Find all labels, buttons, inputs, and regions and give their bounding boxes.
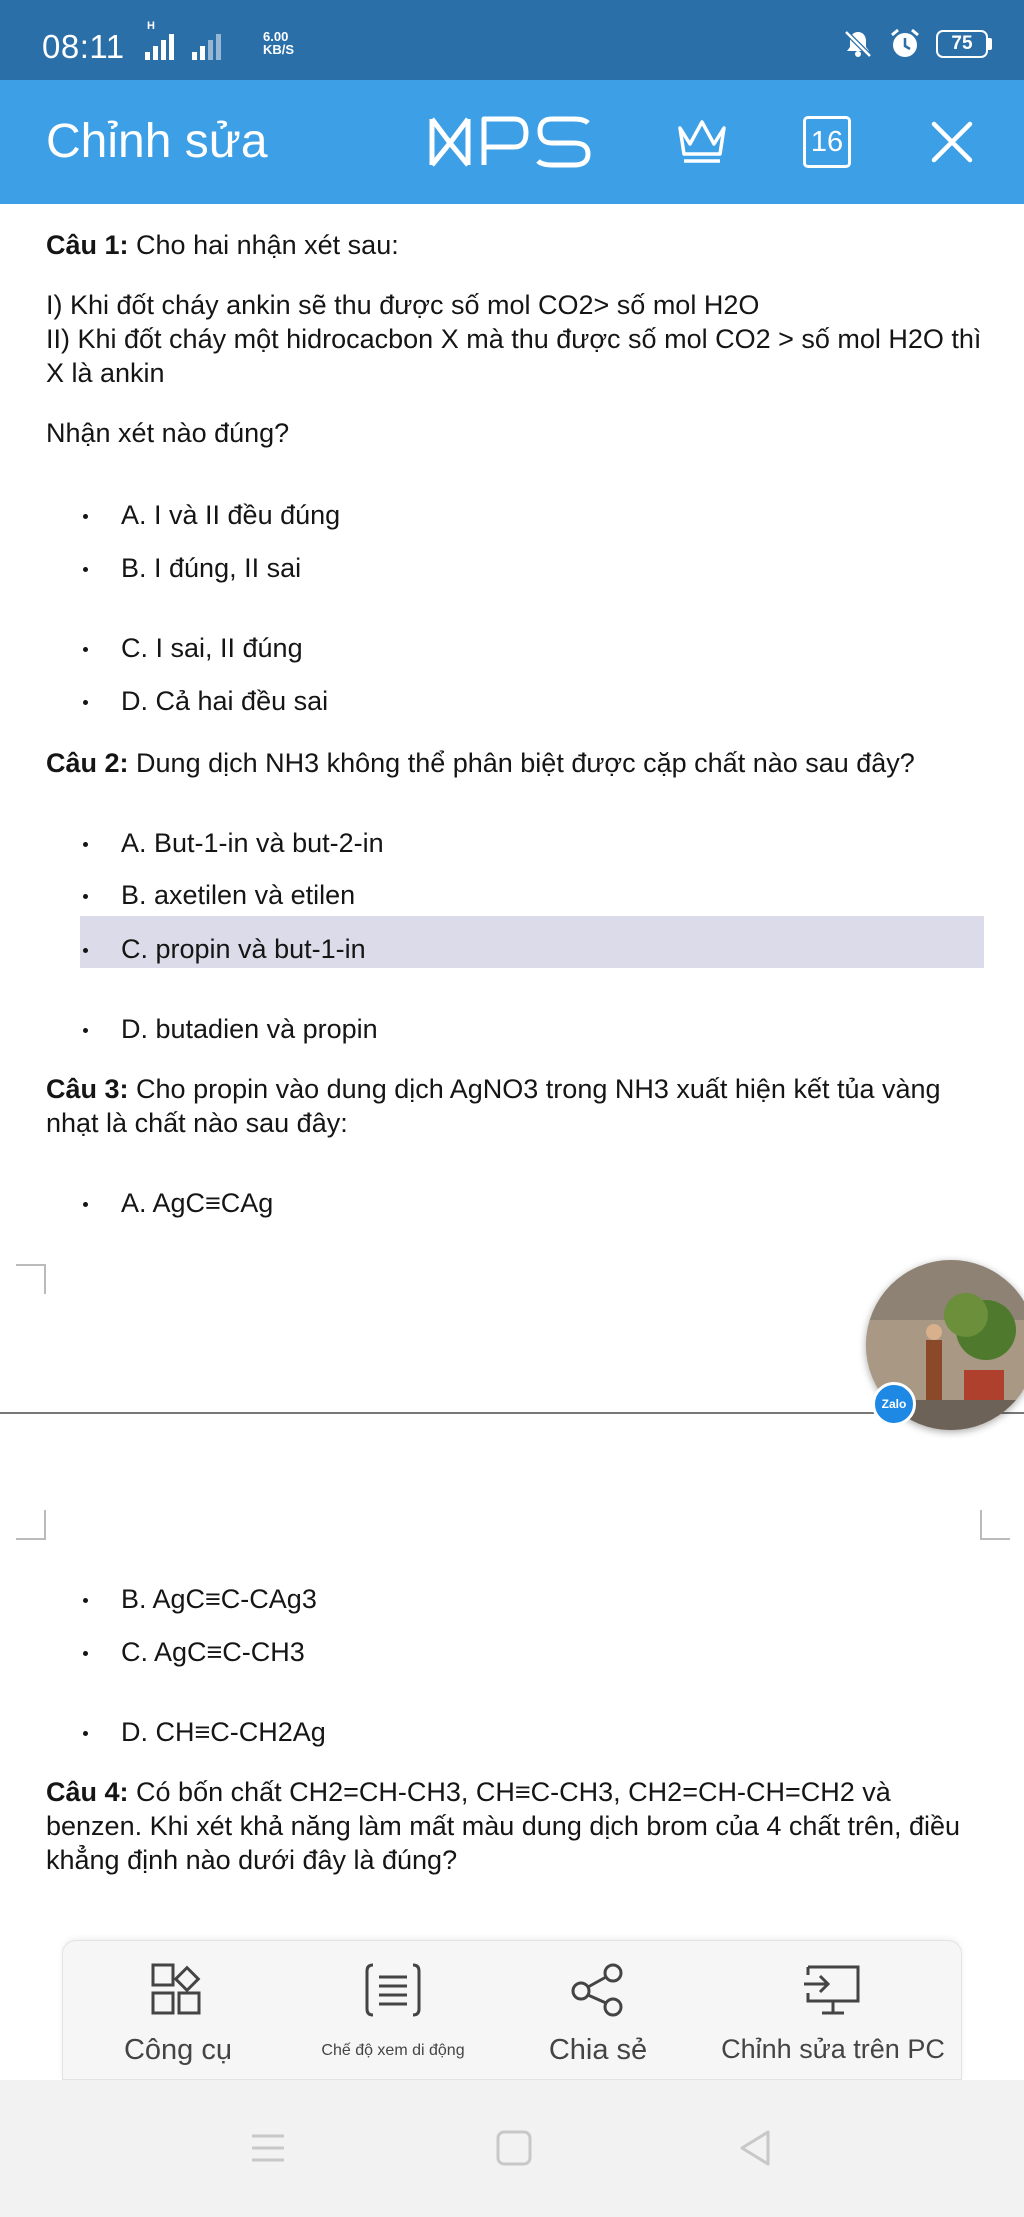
document-page bbox=[46, 1582, 986, 1877]
alarm-icon bbox=[888, 27, 922, 61]
list-item: D. butadien và propin bbox=[46, 1012, 986, 1046]
page-corner-mark bbox=[980, 1510, 1010, 1540]
page-divider bbox=[0, 1412, 1024, 1414]
app-bar bbox=[0, 80, 1024, 204]
q3-heading: Câu 3: Cho propin vào dung dịch AgNO3 trong NH3 xuất hiện kết tủa vàng nhạt là chất nào sau đây: bbox=[46, 1074, 941, 1138]
svg-text:WPS: WPS bbox=[511, 153, 515, 154]
menu-icon[interactable] bbox=[248, 2128, 288, 2168]
list-item: A. AgC≡CAg bbox=[46, 1186, 986, 1220]
crown-icon[interactable] bbox=[674, 114, 730, 166]
tools-label: Công cụ bbox=[123, 2034, 232, 2066]
grid-tools-icon bbox=[149, 1961, 207, 2019]
zalo-badge: Zalo bbox=[872, 1382, 916, 1426]
list-item: A. I và II đều đúng bbox=[46, 498, 986, 532]
document-view[interactable] bbox=[0, 204, 1024, 2074]
share-button[interactable] bbox=[513, 1961, 683, 2067]
mobile-view-icon bbox=[363, 1961, 423, 2019]
status-bar bbox=[0, 0, 1024, 80]
share-label: Chia sẻ bbox=[548, 2034, 648, 2066]
signal-icon-2 bbox=[192, 30, 221, 60]
back-icon[interactable] bbox=[736, 2128, 776, 2168]
list-item: B. I đúng, II sai bbox=[46, 551, 986, 585]
network-type: H bbox=[147, 20, 155, 32]
q4-heading: Câu 4: Có bốn chất CH2=CH-CH3, CH≡C-CH3, CH2=CH-CH=CH2 và benzen. Khi xét khả năng làm mất màu dung dịch brom của 4 chất trên, điều khẳng định nào dưới đây là đúng? bbox=[46, 1777, 961, 1875]
q1-question: Nhận xét nào đúng? bbox=[46, 418, 290, 448]
signal-icon bbox=[145, 20, 174, 60]
wps-logo bbox=[428, 113, 598, 171]
page-corner-mark bbox=[16, 1510, 46, 1540]
list-item: B. AgC≡C-CAg3 bbox=[46, 1582, 986, 1616]
list-item: D. Cả hai đều sai bbox=[46, 684, 986, 718]
home-icon[interactable] bbox=[494, 2128, 534, 2168]
network-speed: 6.00 KB/S bbox=[263, 29, 295, 57]
bottom-toolbar bbox=[62, 1940, 962, 2080]
edit-on-pc-button[interactable] bbox=[703, 1961, 963, 2065]
list-item: B. axetilen và etilen bbox=[46, 878, 986, 912]
tools-button[interactable] bbox=[93, 1961, 263, 2067]
system-nav-bar bbox=[0, 2080, 1024, 2217]
mobile-view-button[interactable] bbox=[293, 1961, 493, 2060]
close-icon[interactable] bbox=[928, 118, 976, 166]
mobile-view-label: Chế độ xem di động bbox=[321, 2042, 465, 2059]
q3-options-b bbox=[46, 1582, 986, 1749]
page-corner-mark bbox=[16, 1264, 46, 1294]
q1-heading: Câu 1: Cho hai nhận xét sau: bbox=[46, 230, 399, 260]
signal-indicators bbox=[145, 20, 221, 60]
document-page bbox=[46, 228, 986, 1220]
battery-icon: 75 bbox=[936, 30, 992, 58]
q2-heading: Câu 2: Dung dịch NH3 không thể phân biệt được cặp chất nào sau đây? bbox=[46, 748, 915, 778]
page-title: Chỉnh sửa bbox=[46, 115, 268, 168]
list-item: A. But-1-in và but-2-in bbox=[46, 826, 986, 860]
bell-muted-icon bbox=[842, 28, 874, 60]
status-time: 08:11 bbox=[42, 28, 125, 65]
status-right-icons bbox=[842, 27, 992, 61]
edit-on-pc-label: Chỉnh sửa trên PC bbox=[721, 2034, 945, 2064]
q2-options bbox=[46, 826, 986, 1046]
list-item: C. AgC≡C-CH3 bbox=[46, 1635, 986, 1669]
list-item: C. I sai, II đúng bbox=[46, 631, 986, 665]
q1-options bbox=[46, 498, 986, 718]
share-icon bbox=[569, 1961, 627, 2019]
list-item: D. CH≡C-CH2Ag bbox=[46, 1715, 986, 1749]
q3-options-a bbox=[46, 1186, 986, 1220]
list-item: C. propin và but-1-in bbox=[46, 932, 986, 966]
q1-statement-1: I) Khi đốt cháy ankin sẽ thu được số mol CO2> số mol H2O bbox=[46, 290, 760, 320]
q1-statement-2: II) Khi đốt cháy một hidrocacbon X mà thu được số mol CO2 > số mol H2O thì X là ankin bbox=[46, 324, 982, 388]
page-count-button[interactable]: 16 bbox=[803, 116, 851, 168]
monitor-icon bbox=[802, 1961, 864, 2019]
